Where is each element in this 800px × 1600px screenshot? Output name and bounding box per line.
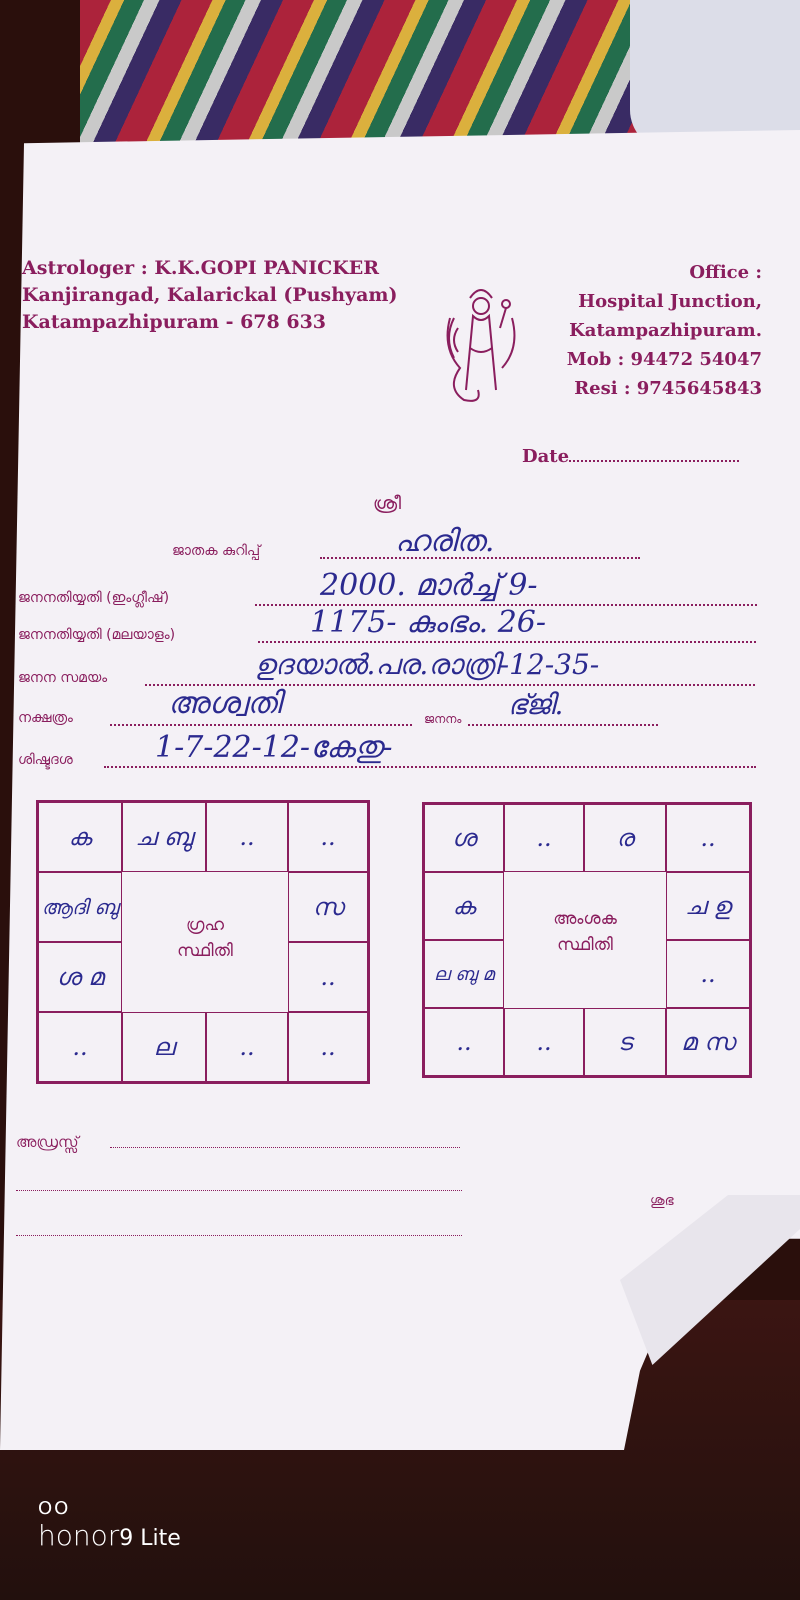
amsaka-cell: .. [424,1008,504,1076]
watermark-brand: honor [38,1519,120,1552]
graha-cell: ല [122,1012,206,1082]
graha-cell: സ [288,872,368,942]
graha-center-line1: ഗ്രഹ [186,915,224,935]
astrologer-address-2: Katampazhipuram - 678 633 [22,311,327,333]
janmam-line [468,724,658,726]
background-bag [630,0,800,150]
graha-center-line2: സ്ഥിതി [177,941,233,961]
amsaka-chart [422,802,752,1078]
janmam-label: ജനനം [424,712,462,726]
dual-camera-icon: OO [38,1498,71,1519]
graha-cell: .. [206,802,288,872]
graha-chart [36,800,370,1084]
watermark-model: 9 Lite [119,1526,181,1551]
amsaka-cell: ക [424,872,504,940]
signature-label: ശുഭ [650,1193,674,1209]
office-address-2: Katampazhipuram. [569,320,762,341]
star-value: അശ്വതി [168,686,282,721]
jathaka-value: ഹരിത. [395,524,495,559]
graha-cell: .. [206,1012,288,1082]
graha-cell: .. [288,802,368,872]
date-label: Date [522,446,570,467]
amsaka-cell: .. [504,1008,584,1076]
amsaka-cell: ച ഉ [666,872,750,940]
dob-en-value: 2000. മാർച്ച് 9- [320,568,538,603]
date-field [522,446,739,467]
amsaka-center-line2: സ്ഥിതി [557,935,613,955]
graha-cell: .. [288,1012,368,1082]
time-label: ജനന സമയം [18,670,108,686]
deity-emblem-icon [440,278,522,406]
office-block [567,258,762,403]
amsaka-cell: ര [584,804,666,872]
time-value: ഉദയാൽ.പര.രാത്രി-12-35- [255,648,600,681]
dasa-value: 1-7-22-12-കേതു- [155,730,393,765]
address-line-3 [16,1235,462,1236]
dob-ml-line [258,641,756,643]
office-address-1: Hospital Junction, [578,291,762,312]
graha-cell: ച ബു [122,802,206,872]
star-line [110,724,412,726]
amsaka-cell: ല ബു മ [424,940,504,1008]
dob-en-label: ജനനതിയ്യതി (ഇംഗ്ലീഷ്) [18,590,170,606]
amsaka-cell: മ സ [666,1008,750,1076]
sree-heading: ശ്രീ [373,493,401,514]
dasa-line [104,766,756,768]
camera-watermark [38,1498,181,1552]
star-label: നക്ഷത്രം [18,710,73,726]
janmam-value: ഭ്ജി. [508,688,564,721]
mobile-number: Mob : 94472 54047 [566,349,762,370]
amsaka-cell: .. [666,804,750,872]
dob-ml-value: 1175- കുംഭം. 26- [310,605,547,640]
amsaka-center-line1: അംശക [553,909,617,929]
graha-cell: ക [38,802,122,872]
amsaka-cell: ശ [424,804,504,872]
graha-cell: ശ മ [38,942,122,1012]
address-label: അഡ്രസ്സ് [16,1133,79,1151]
amsaka-cell: ട [584,1008,666,1076]
amsaka-cell: .. [504,804,584,872]
astrologer-block [22,255,397,336]
dob-ml-label: ജനനതിയ്യതി (മലയാളം) [18,627,176,643]
address-line-2 [16,1190,462,1191]
graha-cell: .. [38,1012,122,1082]
jathaka-label: ജാതക കുറിപ്പ് [172,543,261,559]
office-label: Office : [689,262,762,283]
dasa-label: ശിഷ്ടദശ [18,752,73,768]
graha-center-label [122,912,288,964]
graha-cell: ആദി ബു [38,872,122,942]
graha-cell: .. [288,942,368,1012]
amsaka-center-label [504,906,666,958]
astrologer-name: Astrologer : K.K.GOPI PANICKER [22,257,380,279]
amsaka-cell: .. [666,940,750,1008]
address-line-1 [110,1147,460,1148]
residence-number: Resi : 9745645843 [574,378,762,399]
astrologer-address-1: Kanjirangad, Kalarickal (Pushyam) [22,284,398,306]
